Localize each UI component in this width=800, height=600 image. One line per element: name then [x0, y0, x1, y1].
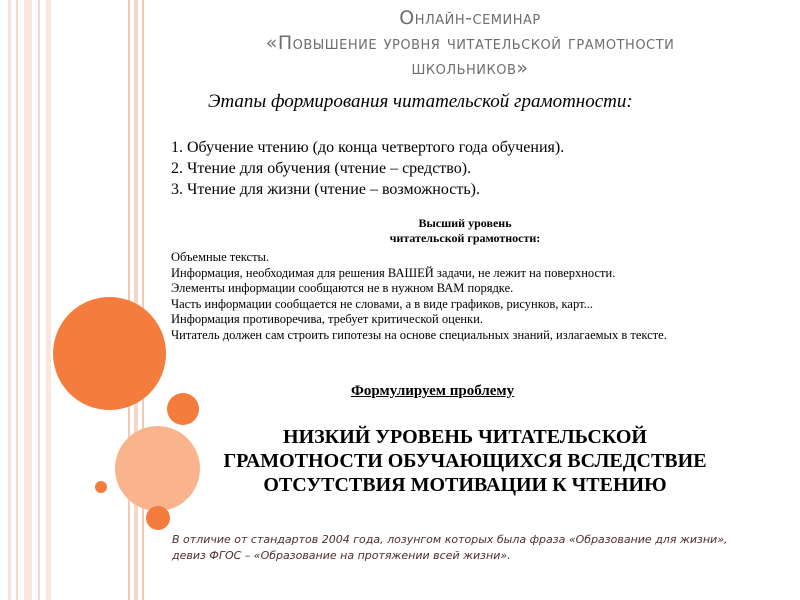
stage-item: 1. Обучение чтению (до конца четвертого года обучения).: [171, 139, 565, 156]
highest-level-item: Информация противоречива, требует критической оценки.: [171, 312, 483, 326]
decor-circle-small-bottom: [146, 506, 170, 530]
decor-stripe-1: [8, 0, 11, 600]
stages-heading: Этапы формирования читательской грамотности:: [208, 91, 633, 112]
problem-line-1: НИЗКИЙ УРОВЕНЬ ЧИТАТЕЛЬСКОЙ: [283, 426, 647, 448]
problem-statement: [190, 425, 740, 497]
decor-circle-large: [53, 297, 166, 410]
highest-level-heading-line-2: читательской грамотности:: [389, 231, 541, 245]
highest-level-item: Элементы информации сообщаются не в нужном ВАМ порядке.: [171, 281, 514, 295]
highest-level-item: Читатель должен сам строить гипотезы на основе специальных знаний, излагаемых в тексте.: [171, 327, 667, 342]
stage-item: 2. Чтение для обучения (чтение – средство).: [171, 160, 472, 177]
decor-stripe-5: [46, 0, 51, 600]
stage-item: 3. Чтение для жизни (чтение – возможность).: [171, 181, 480, 198]
decor-circle-tiny: [95, 481, 107, 493]
decor-stripe-8: [142, 0, 144, 600]
decor-stripe-2: [16, 0, 18, 600]
highest-level-heading: [340, 216, 590, 246]
decor-circle-light: [115, 426, 200, 511]
highest-level-item: Информация, необходимая для решения ВАШЕЙ задачи, не лежит на поверхности.: [171, 265, 616, 280]
fgos-footnote: В отличие от стандартов 2004 года, лозунгом которых была фраза «Образование для жизни», девиз ФГОС – «Образование на протяжении всей жизни».: [172, 533, 728, 562]
highest-level-list: [171, 250, 731, 343]
slide-title: [190, 6, 750, 81]
problem-line-2: ГРАМОТНОСТИ ОБУЧАЮЩИХСЯ ВСЛЕДСТВИЕ: [223, 450, 707, 472]
problem-line-3: ОТСУТСТВИЯ МОТИВАЦИИ К ЧТЕНИЮ: [263, 474, 667, 496]
decor-stripe-4: [38, 0, 40, 600]
highest-level-item: Объемные тексты.: [171, 250, 270, 264]
decor-stripe-3: [24, 0, 32, 600]
highest-level-heading-line-1: Высший уровень: [418, 216, 512, 230]
decor-stripe-7: [134, 0, 138, 600]
title-line-3: школьников»: [411, 57, 529, 79]
stages-list: [171, 137, 564, 200]
problem-heading: Формулируем проблему: [351, 383, 515, 399]
highest-level-item: Часть информации сообщается не словами, а в виде графиков, рисунков, карт...: [171, 296, 593, 311]
title-line-2: «Повышение уровня читательской грамотности: [265, 32, 675, 54]
decor-circle-small-top: [167, 393, 199, 425]
title-line-1: Онлайн-семинар: [399, 7, 541, 29]
